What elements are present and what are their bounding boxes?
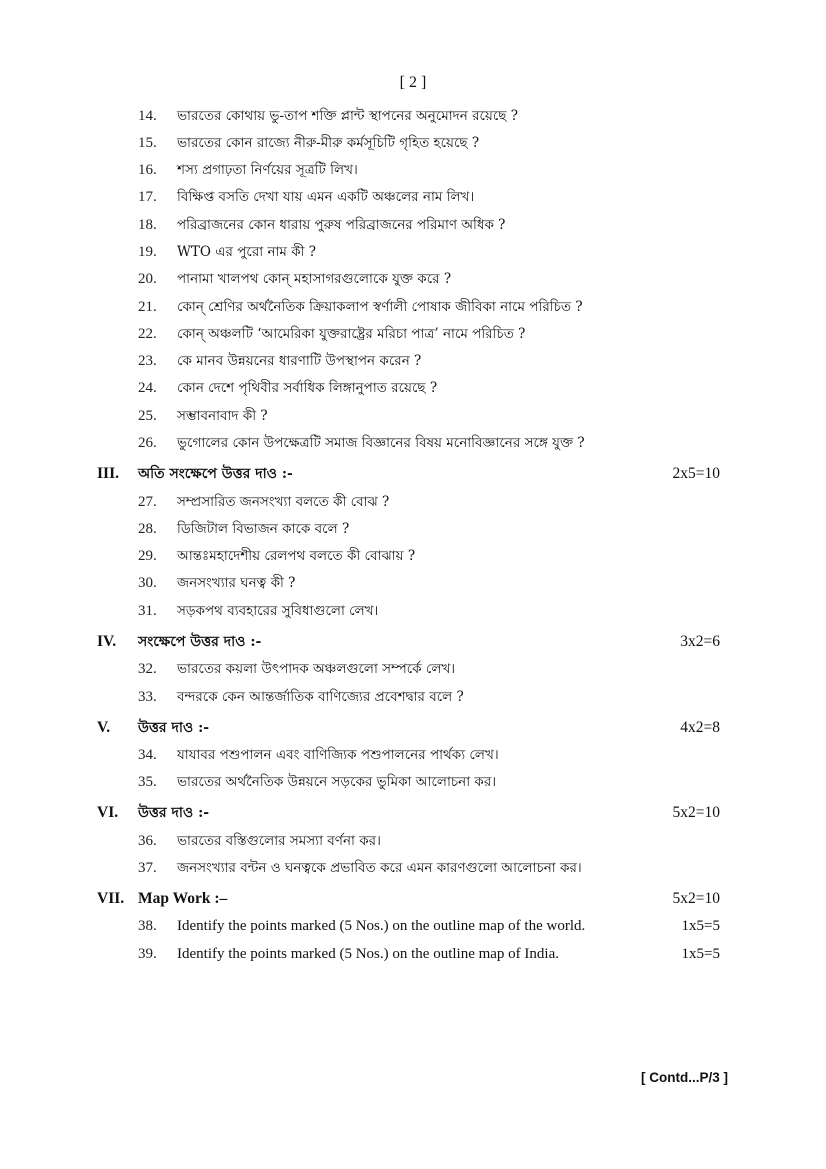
question-item (0, 430, 826, 456)
section-marks: 4x2=8 (680, 719, 720, 736)
question-number: 27. (138, 494, 157, 510)
question-item (0, 103, 826, 129)
section-title: Map Work :– (138, 890, 228, 907)
question-text: পরিব্রাজনের কোন ধারায় পুরুষ পরিব্রাজনের পরিমাণ অধিক ? (177, 217, 506, 233)
question-text: সম্ভাবনাবাদ কী ? (177, 408, 268, 424)
question-text: সম্প্রসারিত জনসংখ্যা বলতে কী বোঝ ? (177, 494, 390, 510)
question-number: 20. (138, 271, 157, 287)
question-item (0, 941, 826, 967)
section-heading (0, 461, 826, 487)
section-title: অতি সংক্ষেপে উত্তর দাও :- (138, 466, 293, 482)
question-item (0, 570, 826, 596)
question-text: ভারতের কোথায় ভু-তাপ শক্তি প্লান্ট স্থাপনের অনুমোদন রয়েছে ? (177, 108, 519, 124)
question-text: ভারতের অর্থনৈতিক উন্নয়নে সড়কের ভুমিকা আলোচনা কর। (177, 774, 497, 790)
question-number: 21. (138, 299, 157, 315)
question-number: 24. (138, 380, 157, 396)
question-item (0, 239, 826, 265)
question-number: 23. (138, 353, 157, 369)
question-item (0, 913, 826, 939)
question-text: কে মানব উন্নয়নের ধারণাটি উপস্থাপন করেন ? (177, 353, 422, 369)
question-number: 33. (138, 689, 157, 705)
question-number: 36. (138, 833, 157, 849)
section-heading (0, 800, 826, 826)
question-text: Identify the points marked (5 Nos.) on the outline map of the world. (177, 918, 586, 934)
question-number: 38. (138, 918, 157, 934)
section-marks: 5x2=10 (672, 890, 720, 907)
question-number: 37. (138, 860, 157, 876)
section-number: III. (97, 465, 119, 482)
question-number: 17. (138, 189, 157, 205)
question-number: 39. (138, 946, 157, 962)
question-text: জনসংখ্যার ঘনত্ব কী ? (177, 575, 296, 591)
question-number: 25. (138, 408, 157, 424)
question-item (0, 828, 826, 854)
question-number: 32. (138, 661, 157, 677)
question-item (0, 403, 826, 429)
question-text: আন্তঃমহাদেশীয় রেলপথ বলতে কী বোঝায় ? (177, 548, 416, 564)
continued-footer: [ Contd...P/3 ] (641, 1070, 728, 1085)
question-item (0, 130, 826, 156)
question-text: পানামা খালপথ কোন্ মহাসাগরগুলোকে যুক্ত করে ? (177, 271, 452, 287)
section-title: উত্তর দাও :- (138, 720, 210, 736)
question-number: 22. (138, 326, 157, 342)
question-item (0, 769, 826, 795)
question-number: 29. (138, 548, 157, 564)
question-item (0, 543, 826, 569)
section-marks: 2x5=10 (672, 465, 720, 482)
question-text: কোন দেশে পৃথিবীর সর্বাধিক লিঙ্গানুপাত রয়েছে ? (177, 380, 438, 396)
question-text: ভারতের বস্তিগুলোর সমস্যা বর্ণনা কর। (177, 833, 381, 849)
question-item (0, 598, 826, 624)
question-text: সড়কপথ ব্যবহারের সুবিধাগুলো লেখ। (177, 603, 379, 619)
page-number: [ 2 ] (399, 74, 427, 91)
question-text: Identify the points marked (5 Nos.) on the outline map of India. (177, 946, 559, 962)
question-text: জনসংখ্যার বন্টন ও ঘনত্বকে প্রভাবিত করে এমন কারণগুলো আলোচনা কর। (177, 860, 582, 876)
question-text: ভারতের কোন রাজ্যে নীরু-মীরু কর্মসূচিটি গৃহিত হয়েছে ? (177, 135, 480, 151)
question-item (0, 742, 826, 768)
question-marks: 1x5=5 (681, 946, 720, 962)
question-number: 28. (138, 521, 157, 537)
question-text: বন্দরকে কেন আন্তর্জাতিক বাণিজ্যের প্রবেশদ্বার বলে ? (177, 689, 464, 705)
question-item (0, 321, 826, 347)
question-number: 26. (138, 435, 157, 451)
question-item (0, 489, 826, 515)
question-item (0, 157, 826, 183)
section-heading (0, 629, 826, 655)
question-item (0, 184, 826, 210)
question-item (0, 212, 826, 238)
question-text: ডিজিটাল বিভাজন কাকে বলে ? (177, 521, 350, 537)
section-number: V. (97, 719, 111, 736)
question-item (0, 294, 826, 320)
question-item (0, 855, 826, 881)
section-marks: 3x2=6 (680, 633, 720, 650)
section-title: উত্তর দাও :- (138, 805, 210, 821)
question-text: WTO এর পুরো নাম কী ? (177, 244, 317, 260)
question-number: 30. (138, 575, 157, 591)
question-text: শস্য প্রগাঢ়তা নির্ণয়ের সূত্রটি লিখ। (177, 162, 358, 178)
question-text: ভুগোলের কোন উপক্ষেত্রটি সমাজ বিজ্ঞানের বিষয় মনোবিজ্ঞানের সঙ্গে যুক্ত ? (177, 435, 585, 451)
question-text: ভারতের কয়লা উৎপাদক অঞ্চলগুলো সম্পর্কে লেখ। (177, 661, 456, 677)
section-number: VI. (97, 804, 119, 821)
question-item (0, 375, 826, 401)
question-number: 34. (138, 747, 157, 763)
question-item (0, 684, 826, 710)
question-number: 16. (138, 162, 157, 178)
question-number: 14. (138, 108, 157, 124)
question-number: 31. (138, 603, 157, 619)
question-text: বিক্ষিপ্ত বসতি দেখা যায় এমন একটি অঞ্চলের নাম লিখ। (177, 189, 475, 205)
question-text: কোন্ অঞ্চলটি ‘আমেরিকা যুক্তরাষ্ট্রের মরিচা পাত্র’ নামে পরিচিত ? (177, 326, 526, 342)
question-text: যাযাবর পশুপালন এবং বাণিজ্যিক পশুপালনের পার্থক্য লেখ। (177, 747, 499, 763)
question-marks: 1x5=5 (681, 918, 720, 934)
section-marks: 5x2=10 (672, 804, 720, 821)
question-item (0, 656, 826, 682)
question-item (0, 348, 826, 374)
section-title: সংক্ষেপে উত্তর দাও :- (138, 634, 262, 650)
question-item (0, 266, 826, 292)
question-number: 35. (138, 774, 157, 790)
section-heading (0, 715, 826, 741)
section-number: IV. (97, 633, 117, 650)
question-number: 19. (138, 244, 157, 260)
section-number: VII. (97, 890, 125, 907)
question-item (0, 516, 826, 542)
question-number: 18. (138, 217, 157, 233)
question-number: 15. (138, 135, 157, 151)
section-heading (0, 886, 826, 912)
question-text: কোন্ শ্রেণির অর্থনৈতিক ক্রিয়াকলাপ স্বর্ণালী পোষাক জীবিকা নামে পরিচিত ? (177, 299, 583, 315)
